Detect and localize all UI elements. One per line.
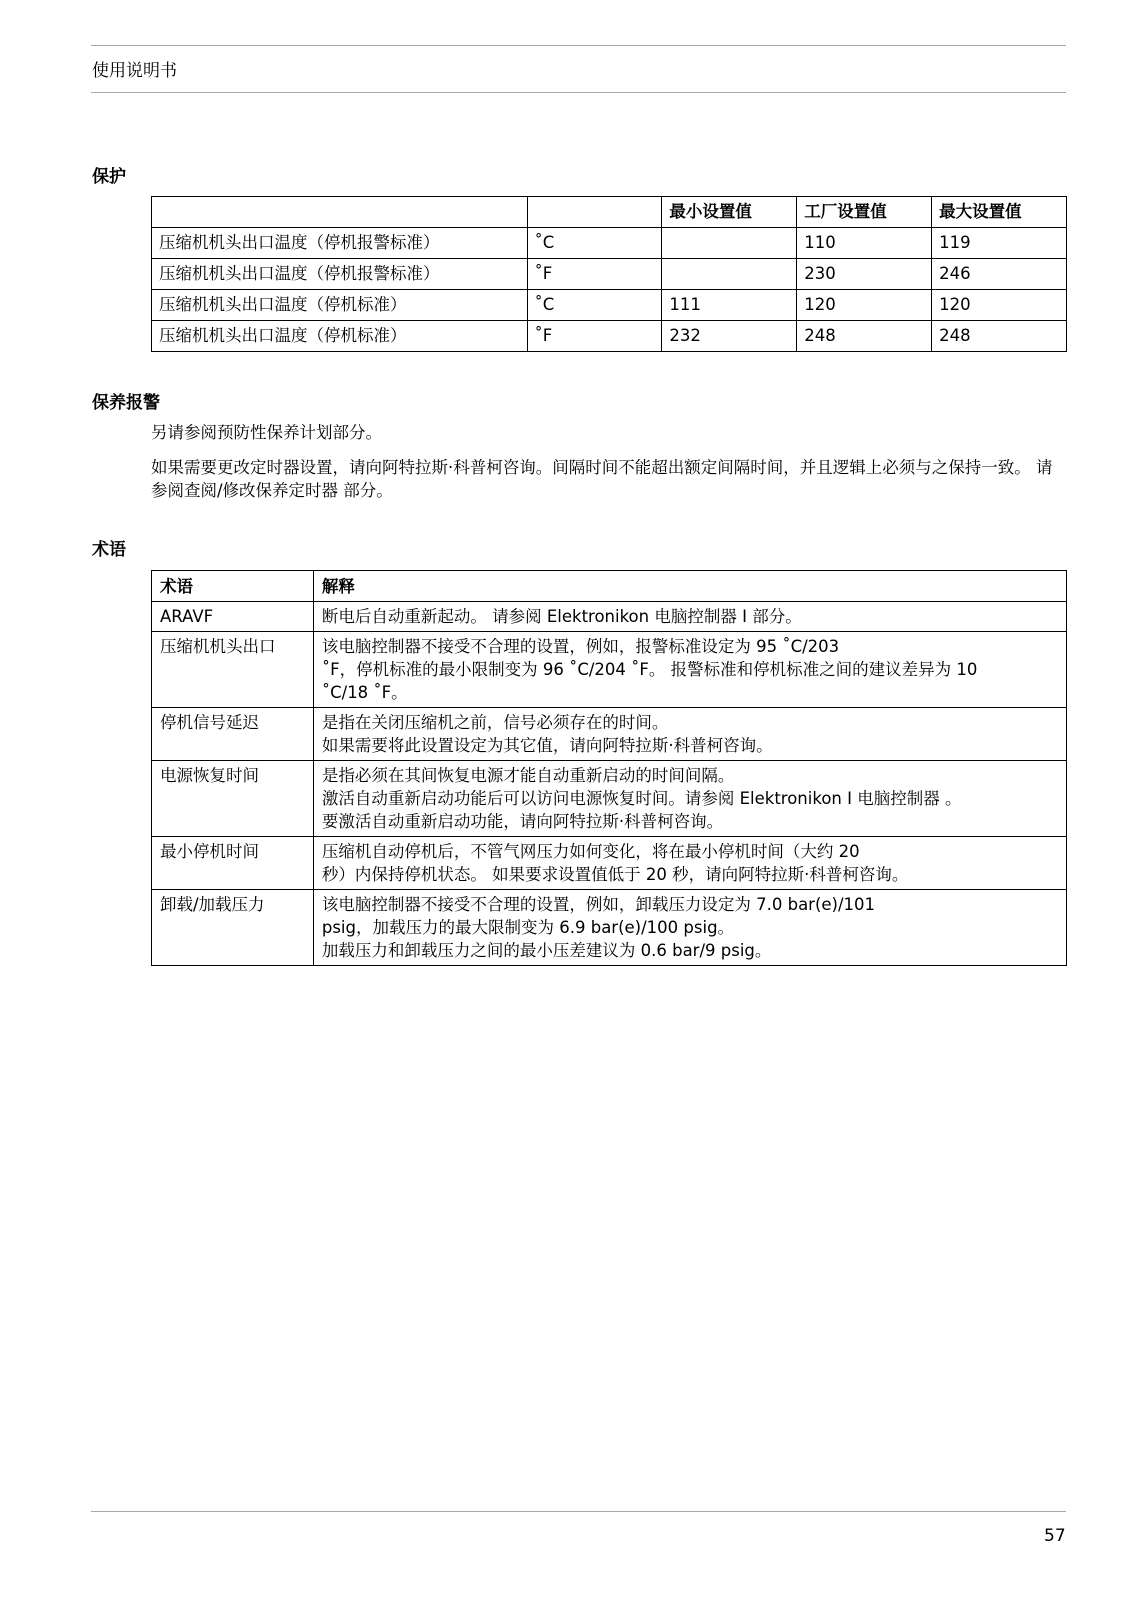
- protection-col-factory: 工厂设置值: [797, 197, 932, 228]
- protection-cell-name: 压缩机机头出口温度（停机标准）: [152, 321, 528, 352]
- protection-cell-max: 246: [932, 259, 1067, 290]
- protection-col-max: 最大设置值: [932, 197, 1067, 228]
- protection-cell-factory: 120: [797, 290, 932, 321]
- protection-cell-name: 压缩机机头出口温度（停机标准）: [152, 290, 528, 321]
- table-row: [152, 837, 1067, 890]
- terms-table: [151, 570, 1067, 966]
- explanation-cell: [313, 890, 1066, 966]
- term-cell: 电源恢复时间: [152, 761, 314, 837]
- explanation-cell: [313, 708, 1066, 761]
- terms-col-explanation: 解释: [313, 571, 1066, 602]
- protection-cell-unit: ˚F: [527, 259, 662, 290]
- protection-table-header-row: [152, 197, 1067, 228]
- explanation-line: 是指必须在其间恢复电源才能自动重新启动的时间间隔。: [321, 766, 735, 785]
- explanation-line: ˚C/18 ˚F。: [321, 683, 408, 702]
- protection-cell-factory: 248: [797, 321, 932, 352]
- explanation-line: 激活自动重新启动功能后可以访问电源恢复时间。请参阅 Elektronikon I 电脑控制器 。: [321, 789, 962, 808]
- term-cell: 卸载/加载压力: [152, 890, 314, 966]
- table-row: [152, 321, 1067, 352]
- protection-cell-max: 248: [932, 321, 1067, 352]
- table-row: [152, 290, 1067, 321]
- section-title-terms: 术语: [92, 540, 126, 560]
- protection-col-unit: [527, 197, 662, 228]
- protection-cell-min: [662, 228, 797, 259]
- protection-cell-max: 119: [932, 228, 1067, 259]
- protection-cell-max: 120: [932, 290, 1067, 321]
- protection-cell-min: 232: [662, 321, 797, 352]
- footer-rule: [91, 1511, 1066, 1512]
- protection-cell-unit: ˚F: [527, 321, 662, 352]
- protection-col-min: 最小设置值: [662, 197, 797, 228]
- term-cell: 压缩机机头出口: [152, 632, 314, 708]
- protection-cell-min: 111: [662, 290, 797, 321]
- protection-cell-name: 压缩机机头出口温度（停机报警标准）: [152, 259, 528, 290]
- explanation-line: 压缩机自动停机后，不管气网压力如何变化，将在最小停机时间（大约 20: [321, 842, 860, 861]
- table-row: [152, 602, 1067, 632]
- explanation-cell: [313, 837, 1066, 890]
- explanation-line: 是指在关闭压缩机之前，信号必须存在的时间。: [321, 713, 669, 732]
- protection-cell-unit: ˚C: [527, 228, 662, 259]
- explanation-line: 要激活自动重新启动功能，请向阿特拉斯·科普柯咨询。: [321, 812, 724, 831]
- protection-cell-name: 压缩机机头出口温度（停机报警标准）: [152, 228, 528, 259]
- protection-cell-min: [662, 259, 797, 290]
- maintenance-paragraph-2: 如果需要更改定时器设置，请向阿特拉斯·科普柯咨询。间隔时间不能超出额定间隔时间，并且逻辑上必须与之保持一致。 请参阅查阅/修改保养定时器 部分。: [151, 458, 1053, 500]
- header-rule-bottom: [91, 92, 1066, 93]
- explanation-cell: [313, 602, 1066, 632]
- terms-table-header-row: [152, 571, 1067, 602]
- term-cell: 停机信号延迟: [152, 708, 314, 761]
- table-row: [152, 632, 1067, 708]
- page-number: 57: [1044, 1526, 1066, 1546]
- section-title-protection: 保护: [92, 167, 126, 187]
- explanation-line: 断电后自动重新起动。 请参阅 Elektronikon 电脑控制器 I 部分。: [321, 607, 802, 626]
- explanation-line: 如果需要将此设置设定为其它值，请向阿特拉斯·科普柯咨询。: [321, 736, 773, 755]
- explanation-line: 加载压力和卸载压力之间的最小压差建议为 0.6 bar/9 psig。: [321, 941, 772, 960]
- term-cell: ARAVF: [152, 602, 314, 632]
- header-rule-top: [91, 45, 1066, 46]
- explanation-line: 秒）内保持停机状态。 如果要求设置值低于 20 秒，请向阿特拉斯·科普柯咨询。: [321, 865, 909, 884]
- term-cell: 最小停机时间: [152, 837, 314, 890]
- explanation-line: ˚F，停机标准的最小限制变为 96 ˚C/204 ˚F。 报警标准和停机标准之间的建议差异为 10: [321, 660, 978, 679]
- explanation-line: 该电脑控制器不接受不合理的设置，例如，报警标准设定为 95 ˚C/203: [321, 637, 840, 656]
- table-row: [152, 761, 1067, 837]
- protection-table: [151, 196, 1067, 352]
- explanation-cell: [313, 761, 1066, 837]
- table-row: [152, 890, 1067, 966]
- protection-cell-factory: 110: [797, 228, 932, 259]
- table-row: [152, 228, 1067, 259]
- protection-col-name: [152, 197, 528, 228]
- protection-cell-unit: ˚C: [527, 290, 662, 321]
- explanation-line: 该电脑控制器不接受不合理的设置，例如，卸载压力设定为 7.0 bar(e)/101: [321, 895, 876, 914]
- explanation-line: psig，加载压力的最大限制变为 6.9 bar(e)/100 psig。: [321, 918, 735, 937]
- document-header-title: 使用说明书: [92, 61, 177, 81]
- protection-cell-factory: 230: [797, 259, 932, 290]
- table-row: [152, 259, 1067, 290]
- section-title-maintenance: 保养报警: [92, 393, 160, 413]
- terms-col-term: 术语: [152, 571, 314, 602]
- explanation-cell: [313, 632, 1066, 708]
- table-row: [152, 708, 1067, 761]
- maintenance-paragraph-1: 另请参阅预防性保养计划部分。: [151, 423, 382, 442]
